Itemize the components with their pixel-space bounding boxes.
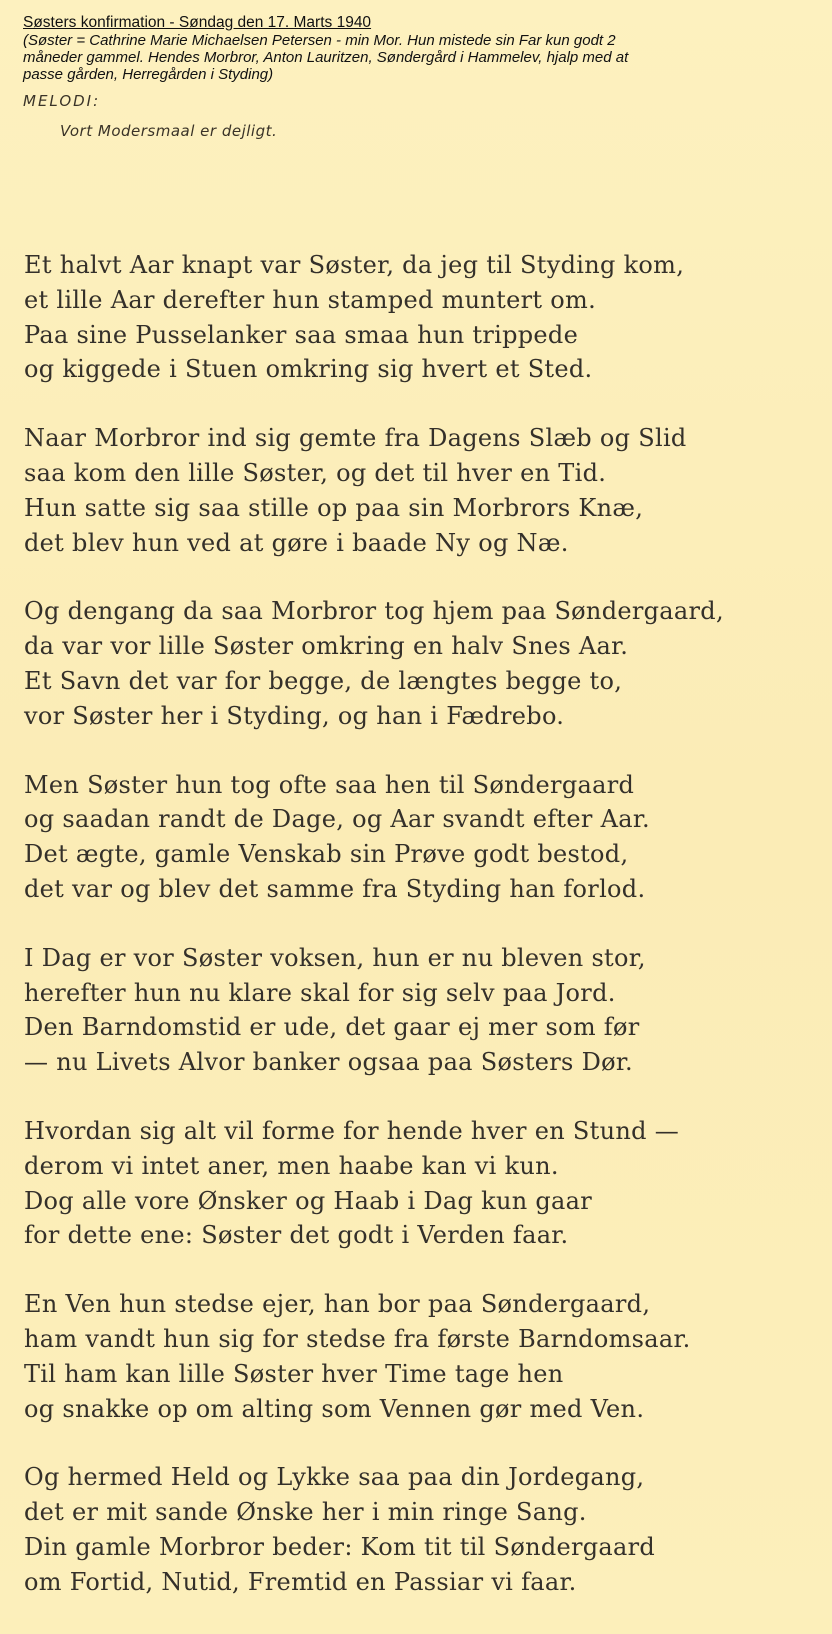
- poem-line: Hvordan sig alt vil forme for hende hver en Stund —: [24, 1116, 679, 1145]
- poem-line: det blev hun ved at gøre i baade Ny og Næ.: [24, 528, 569, 557]
- poem-line: om Fortid, Nutid, Fremtid en Passiar vi faar.: [24, 1567, 577, 1596]
- poem-line: Naar Morbror ind sig gemte fra Dagens Slæb og Slid: [24, 424, 687, 453]
- poem-line: derom vi intet aner, men haabe kan vi kun.: [24, 1151, 559, 1180]
- poem-line: Til ham kan lille Søster hver Time tage hen: [24, 1359, 564, 1388]
- poem-line: Det ægte, gamle Venskab sin Prøve godt bestod,: [24, 840, 629, 869]
- poem-line: og snakke op om alting som Vennen gør med Ven.: [24, 1394, 645, 1423]
- document-title: Søsters konfirmation - Søndag den 17. Marts 1940: [23, 14, 372, 31]
- poem-line: Og hermed Held og Lykke saa paa din Jordegang,: [24, 1463, 645, 1492]
- poem-line: og kiggede i Stuen omkring sig hvert et Sted.: [24, 355, 593, 384]
- poem-line: det var og blev det samme fra Styding han forlod.: [24, 874, 646, 903]
- poem-line: — nu Livets Alvor banker ogsaa paa Søsters Dør.: [24, 1048, 633, 1077]
- poem-line: Et halvt Aar knapt var Søster, da jeg til Styding kom,: [24, 251, 685, 279]
- poem-line: Og dengang da saa Morbror tog hjem paa Søndergaard,: [24, 597, 724, 626]
- melody-name: Vort Modersmaal er dejligt.: [60, 122, 278, 140]
- poem-line: saa kom den lille Søster, og det til hver en Tid.: [24, 458, 607, 487]
- poem-line: for dette ene: Søster det godt i Verden faar.: [24, 1221, 569, 1250]
- poem-line: herefter hun nu klare skal for sig selv paa Jord.: [24, 978, 616, 1007]
- stanza: [24, 1287, 830, 1426]
- stanza: [24, 1114, 830, 1253]
- poem: [24, 248, 830, 1634]
- document-note: (Søster = Cathrine Marie Michaelsen Petersen - min Mor. Hun mistede sin Far kun godt 2 måneder gammel. Hendes Morbror, Anton Lauritzen, Søndergård i Hammelev, hjalp med at passe gården, Herregården i Styding): [23, 32, 629, 83]
- poem-line: Et Savn det var for begge, de længtes begge to,: [24, 666, 623, 695]
- poem-line: da var vor lille Søster omkring en halv Snes Aar.: [24, 632, 629, 661]
- stanza: [24, 1460, 830, 1599]
- document-header: [23, 14, 823, 83]
- stanza: [24, 248, 830, 387]
- stanza: [24, 768, 830, 907]
- poem-line: og saadan randt de Dage, og Aar svandt efter Aar.: [24, 805, 650, 834]
- stanza: [24, 421, 830, 560]
- poem-line: Dog alle vore Ønsker og Haab i Dag kun gaar: [24, 1186, 593, 1215]
- poem-line: Den Barndomstid er ude, det gaar ej mer som før: [24, 1013, 640, 1042]
- stanza: [24, 594, 830, 733]
- poem-line: Paa sine Pusselanker saa smaa hun trippede: [24, 320, 579, 349]
- poem-line: ham vandt hun sig for stedse fra første Barndomsaar.: [24, 1324, 691, 1353]
- poem-line: En Ven hun stedse ejer, han bor paa Søndergaard,: [24, 1290, 651, 1319]
- poem-line: Din gamle Morbror beder: Kom tit til Søndergaard: [24, 1532, 656, 1561]
- poem-line: vor Søster her i Styding, og han i Fædrebo.: [24, 701, 565, 730]
- stanza: [24, 941, 830, 1080]
- melody-label: MELODI:: [23, 92, 101, 110]
- poem-line: et lille Aar derefter hun stamped muntert om.: [24, 285, 597, 314]
- poem-line: Men Søster hun tog ofte saa hen til Søndergaard: [24, 770, 635, 799]
- poem-line: det er mit sande Ønske her i min ringe Sang.: [24, 1498, 587, 1527]
- poem-line: Hun satte sig saa stille op paa sin Morbrors Knæ,: [24, 493, 644, 522]
- poem-line: I Dag er vor Søster voksen, hun er nu bleven stor,: [24, 943, 646, 972]
